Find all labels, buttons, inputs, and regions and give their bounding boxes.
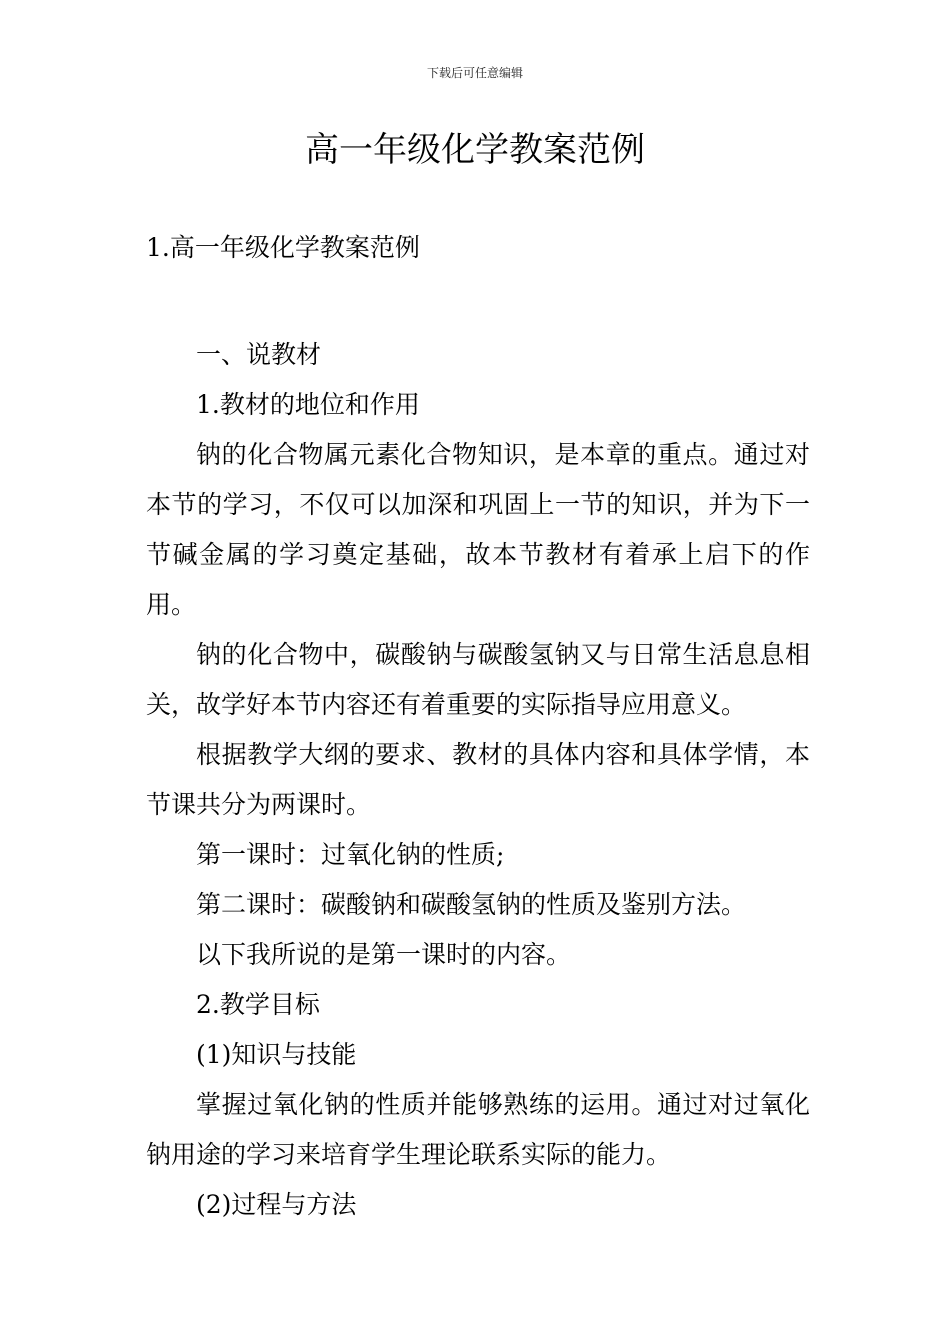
lesson-two-line: 第二课时：碳酸钠和碳酸氢钠的性质及鉴别方法。 bbox=[196, 890, 747, 919]
lesson-one-line: 第一课时：过氧化钠的性质; bbox=[196, 840, 505, 869]
section-heading: 1.高一年级化学教案范例 bbox=[146, 233, 420, 262]
body-paragraph: 掌握过氧化钠的性质并能够熟练的运用。通过对过氧化钠用途的学习来培育学生理论联系实际的能力。 bbox=[146, 1090, 810, 1169]
body-paragraph: 以下我所说的是第一课时的内容。 bbox=[196, 940, 572, 969]
subsection-heading: 1.教材的地位和作用 bbox=[196, 390, 420, 419]
subsection-heading: 2.教学目标 bbox=[196, 990, 320, 1019]
document-body bbox=[146, 330, 810, 1230]
body-paragraph: 钠的化合物中，碳酸钠与碳酸氢钠又与日常生活息息相关，故学好本节内容还有着重要的实际指导应用意义。 bbox=[146, 640, 810, 719]
list-heading: (1)知识与技能 bbox=[196, 1040, 357, 1069]
header-note: 下载后可任意编辑 bbox=[426, 66, 523, 80]
body-paragraph: 根据教学大纲的要求、教材的具体内容和具体学情，本节课共分为两课时。 bbox=[146, 740, 810, 819]
list-heading: (2)过程与方法 bbox=[196, 1190, 357, 1219]
document-title: 高一年级化学教案范例 bbox=[305, 130, 645, 170]
body-paragraph: 钠的化合物属元素化合物知识，是本章的重点。通过对本节的学习，不仅可以加深和巩固上一节的知识，并为下一节碱金属的学习奠定基础，故本节教材有着承上启下的作用。 bbox=[146, 440, 810, 619]
chapter-heading: 一、说教材 bbox=[196, 340, 322, 369]
